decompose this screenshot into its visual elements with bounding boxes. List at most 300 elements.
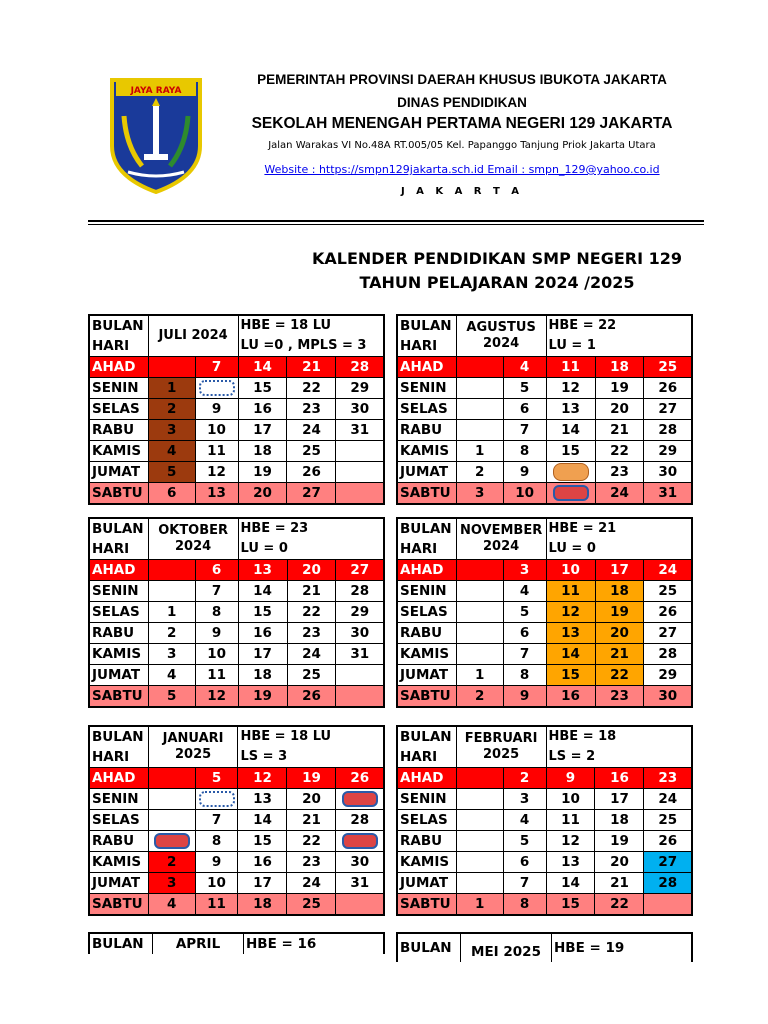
date-cell: 24 <box>644 789 692 810</box>
date-cell: 26 <box>644 602 692 623</box>
date-cell: 6 <box>148 483 195 505</box>
day-label: KAMIS <box>89 852 148 873</box>
date-cell: 9 <box>546 768 595 789</box>
date-cell: 22 <box>595 894 644 916</box>
date-cell <box>336 441 384 462</box>
day-label: SABTU <box>89 686 148 708</box>
date-cell: 29 <box>336 378 384 399</box>
week-row-senin <box>89 378 384 399</box>
day-label: AHAD <box>397 768 456 789</box>
date-cell <box>148 581 195 602</box>
date-cell: 23 <box>595 686 644 708</box>
date-cell: 20 <box>595 623 644 644</box>
date-cell: 13 <box>546 623 595 644</box>
holiday-marker-icon <box>199 791 235 807</box>
week-row-senin <box>89 581 384 602</box>
date-cell: 9 <box>195 852 238 873</box>
date-cell: 2 <box>456 462 503 483</box>
date-cell <box>456 810 503 831</box>
date-cell: 24 <box>287 873 336 894</box>
week-row-sabtu <box>397 894 692 916</box>
date-cell <box>456 378 503 399</box>
date-cell: 20 <box>238 483 287 505</box>
date-cell: 31 <box>336 873 384 894</box>
date-cell: 19 <box>287 768 336 789</box>
website-link[interactable]: Website : https://smpn129jakarta.sch.id Email : smpn_129@yahoo.co.id <box>264 163 660 176</box>
date-cell: 2 <box>148 852 195 873</box>
date-cell: 2 <box>148 623 195 644</box>
date-cell: 8 <box>195 831 238 852</box>
hbe-info: HBE = 19 <box>552 933 693 962</box>
date-cell: 1 <box>456 894 503 916</box>
date-cell: 8 <box>503 665 546 686</box>
date-cell: 24 <box>644 560 692 581</box>
date-cell: 19 <box>238 686 287 708</box>
date-cell: 13 <box>195 483 238 505</box>
holiday-marker-icon <box>342 833 378 849</box>
date-cell: 4 <box>503 810 546 831</box>
date-cell: 28 <box>644 644 692 665</box>
date-cell: 31 <box>644 483 692 505</box>
calendar-november <box>396 517 693 704</box>
date-cell <box>195 789 238 810</box>
date-cell: 23 <box>287 399 336 420</box>
week-row-rabu <box>89 831 384 852</box>
header-rule-thin <box>88 224 704 225</box>
date-cell: 16 <box>595 768 644 789</box>
date-cell: 7 <box>195 810 238 831</box>
date-cell: 10 <box>195 873 238 894</box>
week-row-kamis <box>89 441 384 462</box>
day-label: SELAS <box>397 810 456 831</box>
date-cell <box>456 581 503 602</box>
day-label: SABTU <box>397 686 456 708</box>
day-label: SELAS <box>89 399 148 420</box>
day-label: KAMIS <box>397 441 456 462</box>
week-row-selas <box>397 602 692 623</box>
week-row-ahad <box>397 560 692 581</box>
date-cell: 1 <box>148 378 195 399</box>
month-name: NOVEMBER 2024 <box>456 518 546 560</box>
holiday-marker-icon <box>553 485 589 501</box>
date-cell <box>148 789 195 810</box>
date-cell: 18 <box>238 665 287 686</box>
week-row-kamis <box>397 441 692 462</box>
dept-name: DINAS PENDIDIKAN <box>397 95 527 110</box>
day-label: JUMAT <box>397 873 456 894</box>
date-cell <box>456 420 503 441</box>
date-cell: 15 <box>546 441 595 462</box>
day-label: SENIN <box>397 581 456 602</box>
date-cell: 27 <box>644 852 692 873</box>
date-cell: 5 <box>195 768 238 789</box>
date-cell: 11 <box>195 441 238 462</box>
date-cell: 20 <box>595 852 644 873</box>
date-cell: 25 <box>644 357 692 378</box>
calendar-juli <box>88 314 385 501</box>
date-cell: 18 <box>238 894 287 916</box>
date-cell: 19 <box>595 378 644 399</box>
date-cell <box>336 894 384 916</box>
date-cell: 9 <box>195 623 238 644</box>
date-cell: 7 <box>503 873 546 894</box>
date-cell: 16 <box>238 623 287 644</box>
week-row-jumat <box>89 665 384 686</box>
date-cell: 7 <box>195 357 238 378</box>
calendar-januari <box>88 725 385 912</box>
calendar-april <box>88 932 385 954</box>
date-cell: 22 <box>595 441 644 462</box>
date-cell <box>336 831 384 852</box>
week-row-rabu <box>397 831 692 852</box>
header-rule <box>88 220 704 222</box>
date-cell <box>148 560 195 581</box>
week-row-senin <box>397 378 692 399</box>
hari-label: HARI <box>397 747 456 768</box>
date-cell: 25 <box>644 581 692 602</box>
week-row-sabtu <box>89 686 384 708</box>
week-row-sabtu <box>89 483 384 505</box>
date-cell: 23 <box>595 462 644 483</box>
date-cell: 25 <box>644 810 692 831</box>
lu-info: LU = 1 <box>546 336 692 357</box>
date-cell: 28 <box>336 581 384 602</box>
date-cell: 15 <box>238 831 287 852</box>
date-cell <box>456 852 503 873</box>
date-cell: 13 <box>238 789 287 810</box>
date-cell: 13 <box>238 560 287 581</box>
date-cell <box>456 623 503 644</box>
week-row-rabu <box>397 420 692 441</box>
day-label: SENIN <box>89 789 148 810</box>
week-row-jumat <box>89 462 384 483</box>
day-label: JUMAT <box>89 462 148 483</box>
date-cell: 12 <box>546 602 595 623</box>
page-subtitle: TAHUN PELAJARAN 2024 /2025 <box>359 273 635 292</box>
bulan-label: BULAN <box>397 518 456 539</box>
calendar-mei <box>396 932 693 960</box>
date-cell: 30 <box>336 399 384 420</box>
day-label: JUMAT <box>89 665 148 686</box>
date-cell: 16 <box>546 686 595 708</box>
day-label: RABU <box>397 831 456 852</box>
date-cell: 4 <box>148 665 195 686</box>
date-cell: 30 <box>336 623 384 644</box>
week-row-ahad <box>89 560 384 581</box>
hari-label: HARI <box>397 539 456 560</box>
date-cell: 16 <box>238 852 287 873</box>
lu-info: LU = 0 <box>546 539 692 560</box>
day-label: SENIN <box>397 789 456 810</box>
date-cell: 30 <box>336 852 384 873</box>
day-label: SELAS <box>89 810 148 831</box>
date-cell: 27 <box>644 399 692 420</box>
date-cell: 27 <box>336 560 384 581</box>
date-cell <box>336 789 384 810</box>
date-cell: 31 <box>336 420 384 441</box>
date-cell: 18 <box>595 357 644 378</box>
date-cell: 20 <box>287 789 336 810</box>
day-label: KAMIS <box>89 441 148 462</box>
month-name: JULI 2024 <box>148 315 238 357</box>
date-cell: 17 <box>238 420 287 441</box>
date-cell: 4 <box>503 581 546 602</box>
lu-info: LU = 0 <box>238 539 384 560</box>
day-label: SABTU <box>397 894 456 916</box>
date-cell: 11 <box>195 665 238 686</box>
hbe-info: HBE = 18 LU <box>238 726 384 747</box>
holiday-marker-icon <box>553 463 589 481</box>
bulan-label: BULAN <box>89 933 153 954</box>
date-cell: 26 <box>644 378 692 399</box>
lu-info: LU =0 , MPLS = 3 <box>238 336 384 357</box>
date-cell: 11 <box>546 357 595 378</box>
date-cell <box>336 483 384 505</box>
logo-caption: JAYA RAYA <box>130 86 182 96</box>
bulan-label: BULAN <box>89 726 148 747</box>
hbe-info: HBE = 18 <box>546 726 692 747</box>
date-cell: 22 <box>595 665 644 686</box>
date-cell: 24 <box>287 644 336 665</box>
date-cell: 14 <box>238 581 287 602</box>
date-cell <box>148 357 195 378</box>
date-cell <box>456 768 503 789</box>
month-name: JANUARI 2025 <box>148 726 238 768</box>
bulan-label: BULAN <box>397 726 456 747</box>
date-cell: 20 <box>287 560 336 581</box>
day-label: RABU <box>89 623 148 644</box>
hbe-info: HBE = 18 LU <box>238 315 384 336</box>
week-row-selas <box>397 810 692 831</box>
bulan-label: BULAN <box>89 315 148 336</box>
date-cell: 22 <box>287 831 336 852</box>
date-cell: 5 <box>503 378 546 399</box>
date-cell: 7 <box>195 581 238 602</box>
hari-label: HARI <box>89 747 148 768</box>
date-cell: 19 <box>595 831 644 852</box>
date-cell: 14 <box>546 644 595 665</box>
date-cell: 28 <box>336 810 384 831</box>
calendar-agustus <box>396 314 693 501</box>
bulan-label: BULAN <box>397 933 461 962</box>
date-cell: 16 <box>238 399 287 420</box>
hari-label: HARI <box>397 336 456 357</box>
date-cell: 31 <box>336 644 384 665</box>
date-cell: 17 <box>238 873 287 894</box>
date-cell: 5 <box>503 602 546 623</box>
day-label: SELAS <box>397 399 456 420</box>
date-cell: 21 <box>595 420 644 441</box>
date-cell: 26 <box>287 686 336 708</box>
day-label: AHAD <box>397 560 456 581</box>
week-row-rabu <box>89 420 384 441</box>
week-row-selas <box>397 399 692 420</box>
date-cell: 15 <box>238 378 287 399</box>
day-label: AHAD <box>397 357 456 378</box>
week-row-sabtu <box>89 894 384 916</box>
week-row-jumat <box>397 665 692 686</box>
date-cell: 12 <box>546 831 595 852</box>
week-row-jumat <box>397 462 692 483</box>
date-cell: 9 <box>195 399 238 420</box>
date-cell: 19 <box>238 462 287 483</box>
date-cell: 17 <box>238 644 287 665</box>
date-cell: 4 <box>503 357 546 378</box>
date-cell <box>546 462 595 483</box>
day-label: JUMAT <box>397 665 456 686</box>
hbe-info: HBE = 22 <box>546 315 692 336</box>
day-label: SENIN <box>397 378 456 399</box>
day-label: KAMIS <box>397 852 456 873</box>
date-cell: 3 <box>148 873 195 894</box>
date-cell: 6 <box>195 560 238 581</box>
week-row-kamis <box>89 644 384 665</box>
date-cell: 10 <box>195 420 238 441</box>
date-cell: 11 <box>546 581 595 602</box>
week-row-kamis <box>397 852 692 873</box>
day-label: JUMAT <box>397 462 456 483</box>
day-label: AHAD <box>89 768 148 789</box>
date-cell: 12 <box>546 378 595 399</box>
date-cell <box>456 560 503 581</box>
date-cell <box>456 789 503 810</box>
date-cell <box>336 462 384 483</box>
date-cell: 21 <box>595 644 644 665</box>
date-cell: 26 <box>336 768 384 789</box>
hari-label: HARI <box>89 336 148 357</box>
city-name: J A K A R T A <box>400 186 524 197</box>
day-label: RABU <box>397 623 456 644</box>
date-cell: 19 <box>595 602 644 623</box>
date-cell: 29 <box>644 665 692 686</box>
date-cell: 15 <box>546 665 595 686</box>
date-cell: 6 <box>503 623 546 644</box>
hbe-info: HBE = 21 <box>546 518 692 539</box>
date-cell: 3 <box>503 789 546 810</box>
date-cell: 2 <box>148 399 195 420</box>
week-row-ahad <box>89 768 384 789</box>
date-cell: 10 <box>503 483 546 505</box>
date-cell: 14 <box>238 357 287 378</box>
day-label: SABTU <box>397 483 456 505</box>
date-cell <box>546 483 595 505</box>
month-name: OKTOBER 2024 <box>148 518 238 560</box>
date-cell: 11 <box>195 894 238 916</box>
calendar-februari <box>396 725 693 912</box>
date-cell: 20 <box>595 399 644 420</box>
week-row-ahad <box>397 768 692 789</box>
week-row-selas <box>89 602 384 623</box>
date-cell: 23 <box>644 768 692 789</box>
date-cell: 9 <box>503 686 546 708</box>
date-cell: 15 <box>546 894 595 916</box>
date-cell: 18 <box>595 810 644 831</box>
date-cell: 17 <box>595 560 644 581</box>
day-label: RABU <box>89 420 148 441</box>
date-cell: 14 <box>546 873 595 894</box>
week-row-rabu <box>89 623 384 644</box>
week-row-sabtu <box>397 686 692 708</box>
week-row-selas <box>89 810 384 831</box>
holiday-marker-icon <box>199 380 235 396</box>
jaya-raya-logo <box>108 76 204 194</box>
date-cell <box>336 665 384 686</box>
bulan-label: BULAN <box>89 518 148 539</box>
date-cell: 7 <box>503 420 546 441</box>
month-name: APRIL <box>153 933 244 954</box>
school-name: SEKOLAH MENENGAH PERTAMA NEGERI 129 JAKARTA <box>251 115 673 132</box>
week-row-selas <box>89 399 384 420</box>
day-label: SENIN <box>89 581 148 602</box>
date-cell: 21 <box>287 357 336 378</box>
month-name: FEBRUARI 2025 <box>456 726 546 768</box>
day-label: AHAD <box>89 357 148 378</box>
hbe-info: HBE = 16 <box>244 933 385 954</box>
date-cell: 10 <box>195 644 238 665</box>
date-cell: 5 <box>503 831 546 852</box>
date-cell <box>456 602 503 623</box>
day-label: AHAD <box>89 560 148 581</box>
date-cell: 1 <box>456 441 503 462</box>
date-cell: 12 <box>238 768 287 789</box>
date-cell: 13 <box>546 399 595 420</box>
date-cell <box>456 357 503 378</box>
month-name: MEI 2025 <box>461 933 552 962</box>
date-cell: 3 <box>148 644 195 665</box>
date-cell: 15 <box>238 602 287 623</box>
date-cell: 14 <box>238 810 287 831</box>
date-cell: 18 <box>595 581 644 602</box>
day-label: RABU <box>89 831 148 852</box>
date-cell <box>336 686 384 708</box>
week-row-kamis <box>89 852 384 873</box>
date-cell <box>456 831 503 852</box>
date-cell: 5 <box>148 462 195 483</box>
page-title: KALENDER PENDIDIKAN SMP NEGERI 129 <box>311 249 683 268</box>
week-row-senin <box>397 789 692 810</box>
date-cell: 4 <box>148 894 195 916</box>
date-cell: 6 <box>503 852 546 873</box>
date-cell: 4 <box>148 441 195 462</box>
date-cell: 28 <box>644 420 692 441</box>
week-row-ahad <box>397 357 692 378</box>
date-cell: 10 <box>546 789 595 810</box>
date-cell: 22 <box>287 602 336 623</box>
date-cell: 24 <box>595 483 644 505</box>
date-cell: 1 <box>148 602 195 623</box>
week-row-rabu <box>397 623 692 644</box>
date-cell: 28 <box>644 873 692 894</box>
week-row-sabtu <box>397 483 692 505</box>
date-cell: 13 <box>546 852 595 873</box>
date-cell: 28 <box>336 357 384 378</box>
date-cell: 30 <box>644 462 692 483</box>
date-cell <box>195 378 238 399</box>
date-cell: 18 <box>238 441 287 462</box>
date-cell <box>148 768 195 789</box>
date-cell: 8 <box>503 441 546 462</box>
day-label: SABTU <box>89 894 148 916</box>
date-cell: 25 <box>287 665 336 686</box>
day-label: KAMIS <box>89 644 148 665</box>
date-cell <box>456 873 503 894</box>
day-label: KAMIS <box>397 644 456 665</box>
date-cell <box>456 644 503 665</box>
date-cell <box>148 831 195 852</box>
date-cell: 24 <box>287 420 336 441</box>
date-cell: 29 <box>644 441 692 462</box>
date-cell <box>456 399 503 420</box>
